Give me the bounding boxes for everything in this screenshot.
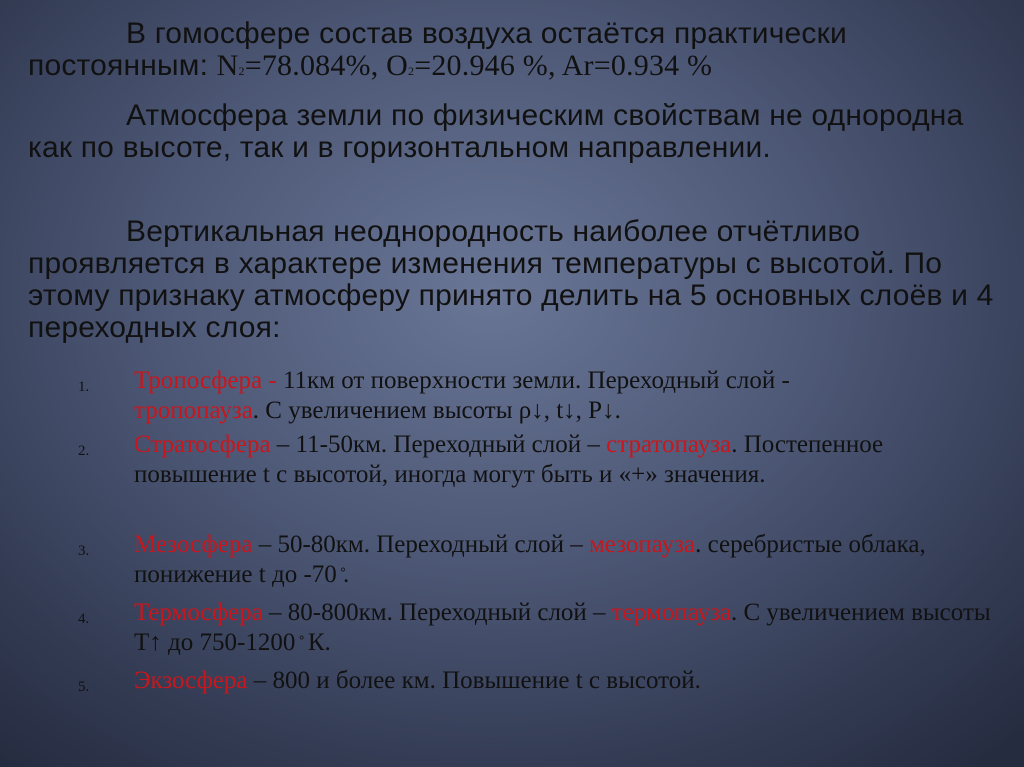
- pause-name: термопауза: [611, 599, 731, 626]
- list-number: 5.: [78, 679, 90, 695]
- pause-name: стратопауза: [606, 431, 732, 458]
- n2-label: N2=78.084%, O2=20.946 %, Ar=0.934 %: [216, 49, 713, 82]
- list-number: 1.: [78, 379, 90, 395]
- layer-name: Экзосфера: [134, 667, 248, 694]
- layer-name: Мезосфера: [134, 531, 253, 558]
- pause-name: мезопауза: [588, 531, 696, 558]
- list-item-text: Стратосфера – 11-50км. Переходный слой – стратопауза. Постепенное повышение t с высотой, иногда могут быть и «+» значения.: [134, 431, 884, 488]
- list-number: 3.: [78, 543, 90, 559]
- paragraph-homosphere-line2: постоянным:: [28, 49, 217, 82]
- pause-name: тропопауза: [134, 397, 253, 424]
- list-item-text: Мезосфера – 50-80км. Переходный слой – мезопауза. серебристые облака, понижение t до -70 .: [134, 531, 926, 588]
- paragraph-homosphere-line1: В гомосфере состав воздуха остаётся практически: [126, 17, 847, 50]
- layer-name: Стратосфера: [134, 431, 271, 458]
- paragraph-homosphere: [28, 18, 1003, 87]
- list-item-text: Экзосфера – 800 и более км. Повышение t с высотой.: [134, 667, 701, 694]
- list-number: 2.: [78, 443, 90, 459]
- list-number: 4.: [78, 611, 90, 627]
- list-item-text: Тропосфера - 11км от поверхности земли. Переходный слой - тропопауза. С увеличением высоты ρ↓, t↓, P↓.: [134, 367, 790, 424]
- layer-name: Термосфера: [134, 599, 263, 626]
- paragraph-vertical: Вертикальная неоднородность наиболее отчётливо проявляется в характере изменения температуры с высотой. По этому признаку атмосферу принято делить на 5 основных слоёв и 4 переходных слоя:: [28, 215, 994, 344]
- paragraph-atmosphere: Атмосфера земли по физическим свойствам не однородна как по высоте, так и в горизонтальном направлении.: [28, 99, 964, 164]
- layer-name: Тропосфера -: [134, 367, 277, 394]
- list-item-text: Термосфера – 80-800км. Переходный слой – термопауза. С увеличением высоты Т↑ до 750-1200 К.: [134, 599, 991, 656]
